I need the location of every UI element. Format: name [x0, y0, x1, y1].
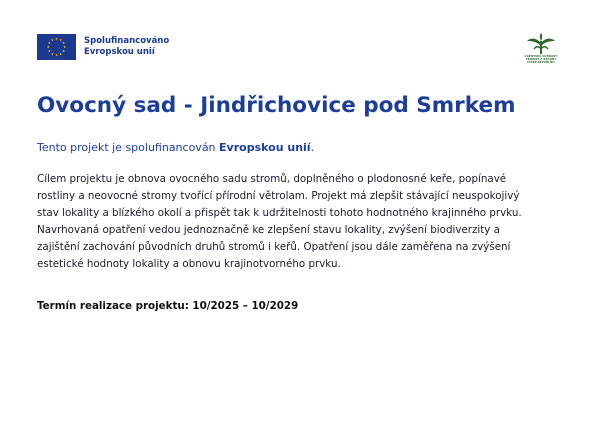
- cofinancing-statement: [37, 140, 314, 156]
- cofinancing-prefix: Tento projekt je spolufinancován: [37, 141, 220, 154]
- aopk-logo-text: [525, 55, 558, 64]
- project-term: Termín realizace projektu: 10/2025 – 10/2029: [37, 300, 299, 312]
- aopk-logo-line1: AGENTURA OCHRANY: [524, 55, 558, 58]
- description-line: estetické hodnoty lokality a obnovu krajinotvorného prvku.: [37, 258, 341, 270]
- cofinancing-suffix: .: [310, 141, 315, 154]
- eu-logo-text: [84, 36, 169, 58]
- cofinancing-emphasis: Evropskou unií: [219, 141, 311, 154]
- eu-flag-icon: [37, 34, 76, 60]
- eu-logo-line1: Spolufinancováno: [84, 36, 170, 46]
- description-line: stav lokality a blízkého okolí a přispět tak k udržitelnosti tohoto hodnotného krajinného prvku.: [37, 207, 522, 219]
- description-line: Cílem projektu je obnova ovocného sadu stromů, doplněného o plodonosné keře, popínavé: [37, 173, 507, 185]
- description-line: rostliny a neovocné stromy tvořící přírodní větrolam. Projekt má zlepšit stávající neuspokojivý: [37, 190, 520, 202]
- eu-cofinancing-logo: [37, 34, 169, 60]
- aopk-logo-line3: ČESKÉ REPUBLIKY: [526, 61, 555, 65]
- page-title: Ovocný sad - Jindřichovice pod Smrkem: [37, 93, 516, 118]
- aopk-logo: [511, 33, 571, 64]
- project-description: [37, 171, 577, 273]
- description-line: zajištění zachování původních druhů stromů i keřů. Opatření jsou dále zaměřena na zvýšení: [37, 241, 511, 253]
- description-line: Navrhovaná opatření vedou jednoznačně ke zlepšení stavu lokality, zvýšení biodiverzity a: [37, 224, 500, 236]
- eu-logo-line2: Evropskou unií: [84, 47, 155, 57]
- aopk-logo-line2: PŘÍRODY A KRAJINY: [525, 58, 557, 62]
- stylized-plant-icon: [526, 33, 556, 55]
